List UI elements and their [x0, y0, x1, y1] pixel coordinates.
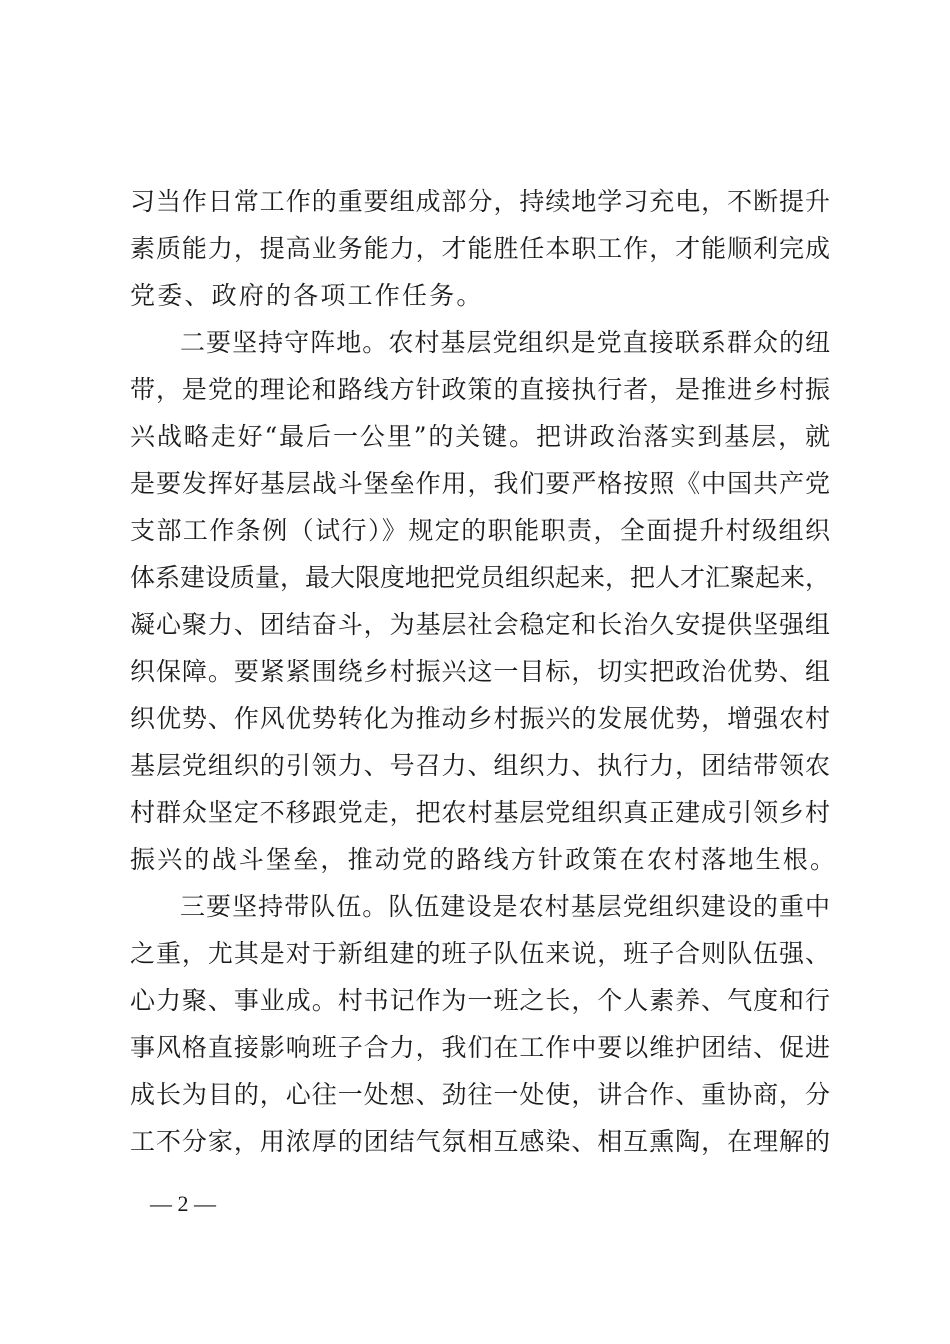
text-line: 之重，尤其是对于新组建的班子队伍来说，班子合则队伍强、: [130, 939, 830, 968]
text-line: 习当作日常工作的重要组成部分，持续地学习充电，不断提升: [130, 187, 830, 216]
text-line: 成长为目的，心往一处想、劲往一处使，讲合作、重协商，分: [130, 1080, 830, 1109]
text-line: 织保障。要紧紧围绕乡村振兴这一目标，切实把政治优势、组: [130, 657, 830, 686]
text-line: 体系建设质量，最大限度地把党员组织起来，把人才汇聚起来，: [130, 563, 831, 592]
text-line: 心力聚、事业成。村书记作为一班之长，个人素养、气度和行: [130, 986, 830, 1015]
page-number: — 2 —: [150, 1191, 216, 1216]
text-line: 凝心聚力、团结奋斗，为基层社会稳定和长治久安提供坚强组: [130, 610, 830, 639]
text-line: 基层党组织的引领力、号召力、组织力、执行力，团结带领农: [130, 751, 830, 780]
text-line: 素质能力，提高业务能力，才能胜任本职工作，才能顺利完成: [130, 234, 830, 263]
text-line: 党委、政府的各项工作任务。: [130, 281, 484, 310]
text-line: 支部工作条例（试行）》规定的职能职责，全面提升村级组织: [130, 516, 830, 545]
text-line: 工不分家，用浓厚的团结气氛相互感染、相互熏陶，在理解的: [130, 1127, 830, 1156]
paragraph-start-line: 三要坚持带队伍。队伍建设是农村基层党组织建设的重中: [180, 892, 830, 921]
paragraph-start-line: 二要坚持守阵地。农村基层党组织是党直接联系群众的纽: [180, 328, 830, 357]
text-line: 村群众坚定不移跟党走，把农村基层党组织真正建成引领乡村: [130, 798, 830, 827]
text-line: 兴战略走好“最后一公里”的关键。把讲政治落实到基层，就: [130, 422, 830, 451]
text-line: 织优势、作风优势转化为推动乡村振兴的发展优势，增强农村: [130, 704, 830, 733]
text-line: 带，是党的理论和路线方针政策的直接执行者，是推进乡村振: [130, 375, 830, 404]
text-line: 是要发挥好基层战斗堡垒作用，我们要严格按照《中国共产党: [130, 469, 830, 498]
text-line: 振兴的战斗堡垒，推动党的路线方针政策在农村落地生根。: [130, 845, 838, 874]
text-line: 事风格直接影响班子合力，我们在工作中要以维护团结、促进: [130, 1033, 830, 1062]
